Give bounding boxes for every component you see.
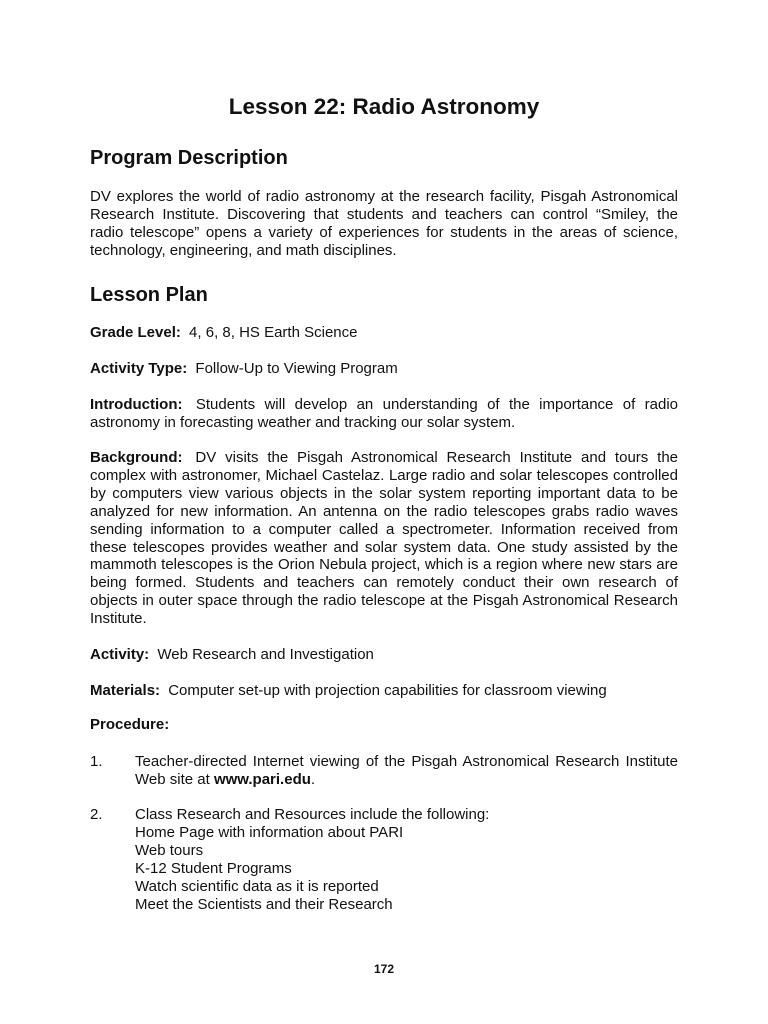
text-line: Research Institute. Discovering that students and teachers can control “Smiley, the [90,205,678,223]
procedure-heading [90,716,678,734]
introduction-text: Students will develop an understanding of the importance of radio [195,396,678,413]
text-line: these telescopes provides weather and solar system data. One study assisted by the [90,538,678,556]
background-label: Background: [90,449,183,466]
resource-item: Home Page with information about PARI [135,823,404,841]
page-number: 172 [373,962,395,976]
step-text [135,806,678,913]
procedure-label: Procedure: [90,716,170,733]
resource-item: Web tours [135,841,204,859]
text-line [135,771,678,789]
step-text-after: . [310,770,316,788]
grade-level-label: Grade Level: [90,324,181,341]
background-text: DV visits the Pisgah Astronomical Research Institute and tours the [195,449,679,466]
lesson-plan-heading: Lesson Plan [90,284,208,306]
background [90,449,678,628]
grade-level [90,324,678,342]
step-text-before: Web site at [135,770,214,788]
activity-type-value: Follow-Up to Viewing Program [195,360,398,377]
materials [90,682,678,700]
activity-line [90,646,678,664]
text-line: astronomy in forecasting weather and tracking our solar system. [90,413,516,431]
grade-level-value: 4, 6, 8, HS Earth Science [189,324,358,341]
resource-item: K-12 Student Programs [135,859,292,877]
text-line [90,449,678,467]
step-intro: Class Research and Resources include the following: [135,806,490,823]
text-line: complex with astronomer, Michael Castelaz. Large radio and solar telescopes controlled [90,466,678,484]
text-line: being formed. Students and teachers can remotely conduct their own research of [90,574,678,592]
resource-item: Meet the Scientists and their Research [135,895,393,913]
step-number: 2. [90,806,103,823]
activity-type-label: Activity Type: [90,360,188,377]
activity-type [90,360,678,378]
introduction-label: Introduction: [90,396,183,413]
text-line: sending information to a computer called a spectrometer. Information received from [90,520,678,538]
text-line: mammoth telescopes is the Orion Nebula project, which is a region where new stars are [90,556,678,574]
materials-label: Materials: [90,682,161,699]
procedure-step-2 [90,806,678,913]
text-line: Teacher-directed Internet viewing of the Pisgah Astronomical Research Institute [135,753,678,770]
procedure-step-1 [90,753,678,789]
text-line [90,396,678,414]
text-line: Institute. [90,610,147,628]
web-address: www.pari.edu [213,770,311,788]
program-description-heading: Program Description [90,147,288,169]
resource-item: Watch scientific data as it is reported [135,877,379,895]
activity-value: Web Research and Investigation [157,646,374,663]
introduction [90,396,678,432]
lesson-title: Lesson 22: Radio Astronomy [228,94,540,119]
text-line: analyzed for new information. An antenna on the radio telescopes grabs radio waves [90,502,678,520]
activity [90,646,678,664]
step-number: 1. [90,753,103,770]
text-line: objects in outer space through the radio telescope at the Pisgah Astronomical Research [90,592,678,610]
text-line: DV explores the world of radio astronomy at the research facility, Pisgah Astronomical [90,188,678,205]
text-line: technology, engineering, and math disciplines. [90,241,397,259]
materials-line [90,682,678,700]
activity-label: Activity: [90,646,150,663]
activity-type-line [90,360,678,378]
materials-value: Computer set-up with projection capabilities for classroom viewing [168,682,607,699]
grade-level-line [90,324,678,342]
program-description-text [90,188,678,260]
step-text [135,753,678,789]
text-line: radio telescope” opens a variety of experiences for students in the areas of science, [90,223,678,241]
text-line: by computers view various objects in the solar system reporting important data to be [90,484,678,502]
